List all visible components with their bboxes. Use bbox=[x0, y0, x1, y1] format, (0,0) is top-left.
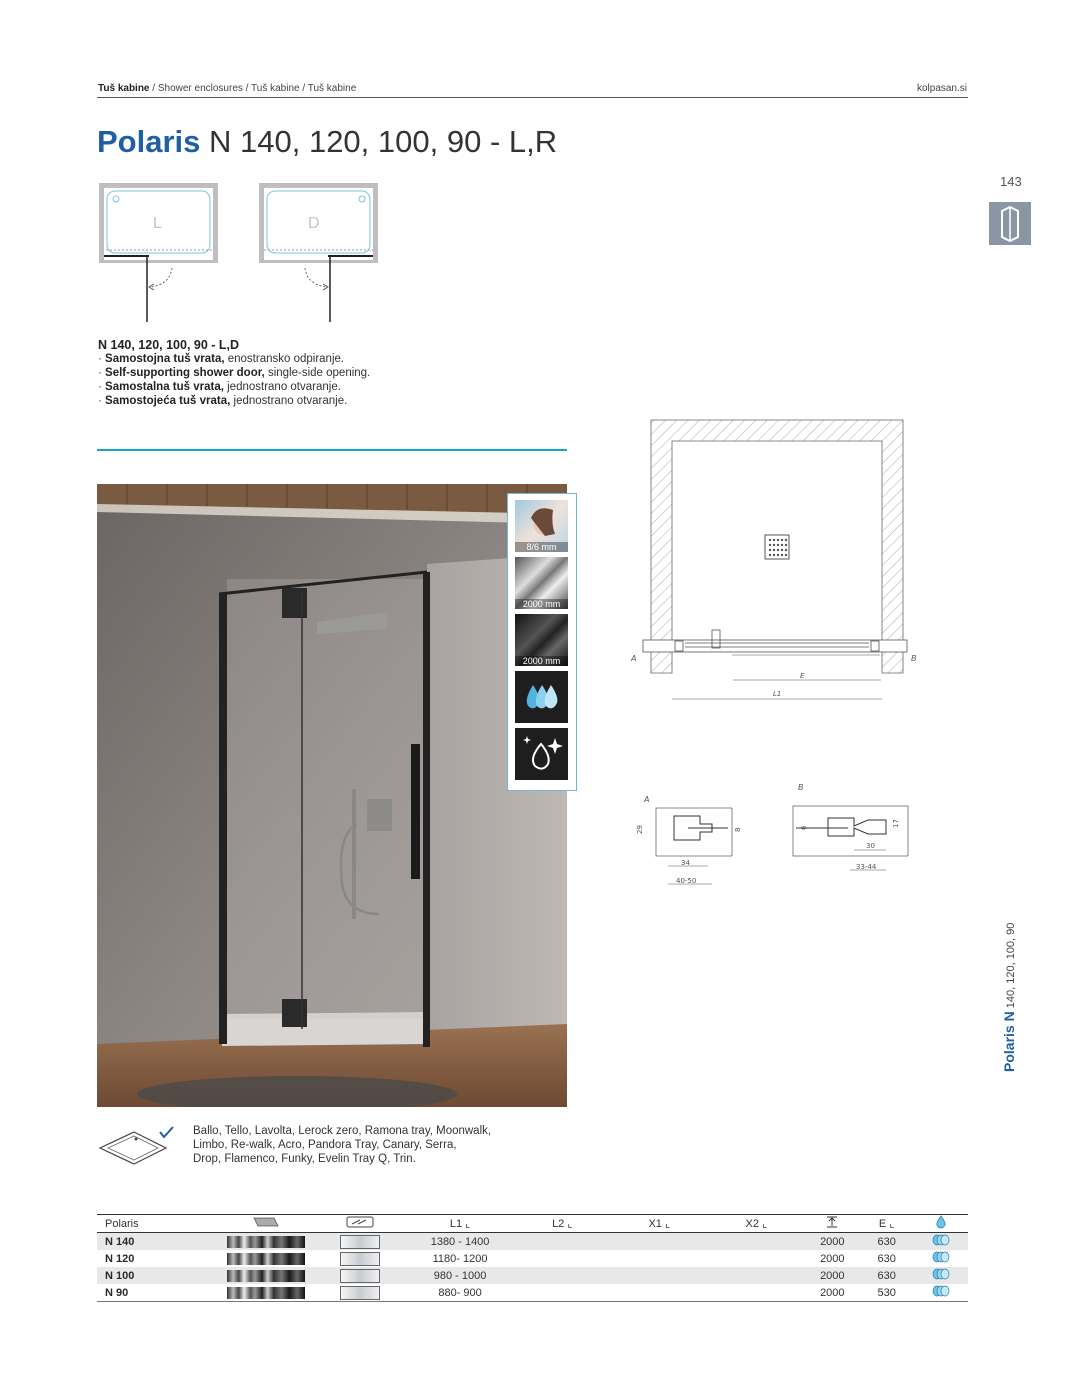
l1-value: 1180- 1200 bbox=[432, 1252, 488, 1265]
dim-17: 17 bbox=[892, 819, 900, 828]
col-l2-label: L2 bbox=[552, 1218, 565, 1230]
clean-glass-face-icon bbox=[515, 500, 568, 552]
plan-left bbox=[99, 183, 218, 322]
profile-swatch bbox=[218, 1284, 314, 1302]
easy-clean-sparkle-icon bbox=[515, 728, 568, 780]
profile-swatch bbox=[218, 1233, 314, 1251]
dim-6: 6 bbox=[800, 825, 808, 830]
col-water-icon bbox=[914, 1215, 968, 1233]
water-drops-icon bbox=[914, 1233, 968, 1251]
breadcrumb bbox=[98, 83, 356, 94]
height-value: 2000 bbox=[805, 1284, 860, 1302]
tray-list-line: Drop, Flamenco, Funky, Evelin Tray Q, Trin. bbox=[193, 1153, 416, 1165]
feature-caption: 2000 mm bbox=[515, 599, 568, 609]
model-name: N 100 bbox=[97, 1267, 218, 1284]
dimension-icon: ⌞ bbox=[567, 1218, 573, 1230]
height-value: 2000 bbox=[805, 1267, 860, 1284]
model-name: N 90 bbox=[97, 1284, 218, 1302]
title-models: N 140, 120, 100, 90 - L,R bbox=[200, 124, 558, 159]
col-x2 bbox=[708, 1215, 805, 1233]
water-drops-icon bbox=[914, 1284, 968, 1302]
col-glass-icon bbox=[315, 1215, 407, 1233]
water-drops-icon bbox=[515, 671, 568, 723]
l1-value: 1380 - 1400 bbox=[406, 1233, 514, 1251]
dim-8: 8 bbox=[734, 827, 742, 832]
profile-swatch bbox=[218, 1267, 314, 1284]
l2-value bbox=[514, 1233, 611, 1251]
breadcrumb-path: / Shower enclosures / Tuš kabine / Tuš kabine bbox=[149, 83, 357, 94]
l2-value bbox=[514, 1267, 611, 1284]
profile-details-drawing bbox=[628, 778, 918, 893]
col-l1-label: L1 bbox=[449, 1218, 463, 1230]
col-model: Polaris bbox=[97, 1215, 218, 1233]
side-label bbox=[1001, 923, 1017, 1072]
page-number: 143 bbox=[1000, 174, 1022, 189]
label-e: E bbox=[800, 672, 805, 680]
e-value: 530 bbox=[860, 1284, 914, 1302]
header-divider bbox=[97, 97, 968, 98]
col-e-label: E bbox=[878, 1218, 887, 1230]
dim-30: 30 bbox=[866, 842, 875, 850]
model-name: N 120 bbox=[105, 1252, 135, 1265]
l2-value bbox=[514, 1250, 611, 1267]
feature-strip bbox=[507, 493, 577, 791]
section-divider bbox=[97, 449, 567, 451]
dimension-icon: ⌞ bbox=[465, 1218, 471, 1230]
description-bold: Samostojna tuš vrata, bbox=[105, 353, 225, 365]
shower-tray-icon bbox=[98, 1124, 178, 1166]
glass-swatch bbox=[315, 1284, 407, 1302]
door-opening-icon: ⌞ bbox=[889, 1218, 895, 1230]
glass-swatch bbox=[315, 1250, 407, 1267]
label-l1: L1 bbox=[773, 690, 782, 698]
l1-value: 980 - 1000 bbox=[406, 1267, 514, 1284]
height-value: 2000 bbox=[805, 1233, 860, 1251]
plan-right bbox=[259, 183, 378, 322]
site-name: kolpasan.si bbox=[916, 83, 967, 94]
l1-value: 880- 900 bbox=[406, 1284, 514, 1302]
door-plan-diagrams bbox=[96, 180, 386, 326]
x2-value bbox=[708, 1250, 805, 1267]
compatible-trays bbox=[193, 1124, 491, 1166]
title-brand: Polaris bbox=[97, 124, 201, 159]
description-line: · Self-supporting shower door, single-side opening. bbox=[98, 367, 371, 379]
x2-value bbox=[708, 1267, 805, 1284]
shower-door-tab-icon bbox=[989, 202, 1031, 245]
x2-value bbox=[708, 1233, 805, 1251]
description-text: jednostrano otvaranje. bbox=[230, 395, 348, 407]
col-l2 bbox=[514, 1215, 611, 1233]
dim-33-44: 33-44 bbox=[856, 863, 877, 871]
glass-swatch bbox=[315, 1233, 407, 1251]
e-value: 630 bbox=[877, 1252, 896, 1265]
description-bold: Self-supporting shower door, bbox=[105, 367, 265, 379]
label-b: B bbox=[911, 654, 917, 663]
description-heading: N 140, 120, 100, 90 - L,D bbox=[98, 338, 240, 352]
description-line: · Samostojna tuš vrata, enostransko odpiranje. bbox=[98, 353, 345, 365]
col-e bbox=[860, 1215, 914, 1233]
table-row bbox=[97, 1233, 968, 1251]
dim-40-50: 40-50 bbox=[676, 877, 697, 885]
top-view-drawing bbox=[625, 415, 925, 705]
detail-label-a: A bbox=[644, 795, 650, 804]
description-line: · Samostalna tuš vrata, jednostrano otvaranje. bbox=[98, 381, 341, 393]
side-label-brand: Polaris N bbox=[1001, 1011, 1017, 1072]
col-profile-icon bbox=[218, 1215, 314, 1233]
profile-swatch bbox=[218, 1250, 314, 1267]
dim-29: 29 bbox=[636, 825, 644, 834]
model-name: N 140 bbox=[97, 1233, 218, 1251]
feature-caption: 2000 mm bbox=[515, 656, 568, 666]
dim-34: 34 bbox=[681, 859, 690, 867]
col-l1 bbox=[406, 1215, 514, 1233]
table-row bbox=[97, 1267, 968, 1284]
water-drops-icon bbox=[914, 1267, 968, 1284]
plan-letter-left: L bbox=[153, 215, 162, 232]
black-profile-icon bbox=[515, 614, 568, 666]
description-text: single-side opening. bbox=[264, 367, 371, 379]
x1-value bbox=[611, 1284, 708, 1302]
x1-value bbox=[611, 1250, 708, 1267]
spec-table bbox=[97, 1214, 968, 1302]
col-x1-label: X1 bbox=[648, 1218, 662, 1230]
col-x2-label: X2 bbox=[745, 1218, 759, 1230]
e-value: 630 bbox=[860, 1267, 914, 1284]
label-a: A bbox=[631, 654, 637, 663]
detail-label-b: B bbox=[798, 783, 804, 792]
product-photo bbox=[97, 484, 567, 1107]
dimension-icon: ⌞ bbox=[762, 1218, 768, 1230]
table-row bbox=[97, 1284, 968, 1302]
description-bold: Samostalna tuš vrata, bbox=[105, 381, 224, 393]
description-bold: Samostojeća tuš vrata, bbox=[105, 395, 231, 407]
description-line: · Samostojeća tuš vrata, jednostrano otvaranje. bbox=[98, 395, 348, 407]
description-text: jednostrano otvaranje. bbox=[223, 381, 341, 393]
table-header-row bbox=[97, 1215, 968, 1233]
water-drops-icon bbox=[914, 1250, 968, 1267]
chrome-profile-icon bbox=[515, 557, 568, 609]
glass-swatch bbox=[315, 1267, 407, 1284]
product-description bbox=[98, 338, 370, 408]
side-label-models: 140, 120, 100, 90 bbox=[1005, 922, 1017, 1009]
x1-value bbox=[611, 1267, 708, 1284]
plan-letter-right: D bbox=[308, 215, 320, 232]
x1-value bbox=[611, 1233, 708, 1251]
tray-list-line: Limbo, Re-walk, Acro, Pandora Tray, Canary, Serra, bbox=[193, 1139, 457, 1151]
height-value: 2000 bbox=[820, 1252, 845, 1265]
l2-value bbox=[514, 1284, 611, 1302]
tray-list-line: Ballo, Tello, Lavolta, Lerock zero, Ramona tray, Moonwalk, bbox=[193, 1125, 492, 1137]
breadcrumb-current: Tuš kabine bbox=[98, 83, 150, 94]
col-x1 bbox=[611, 1215, 708, 1233]
e-value: 630 bbox=[860, 1233, 914, 1251]
description-text: enostransko odpiranje. bbox=[224, 353, 345, 365]
feature-caption: 8/6 mm bbox=[515, 542, 568, 552]
dimension-icon: ⌞ bbox=[664, 1218, 671, 1230]
page-title bbox=[97, 124, 557, 160]
x2-value bbox=[708, 1284, 805, 1302]
table-row bbox=[97, 1250, 968, 1267]
col-height-icon bbox=[805, 1215, 860, 1233]
